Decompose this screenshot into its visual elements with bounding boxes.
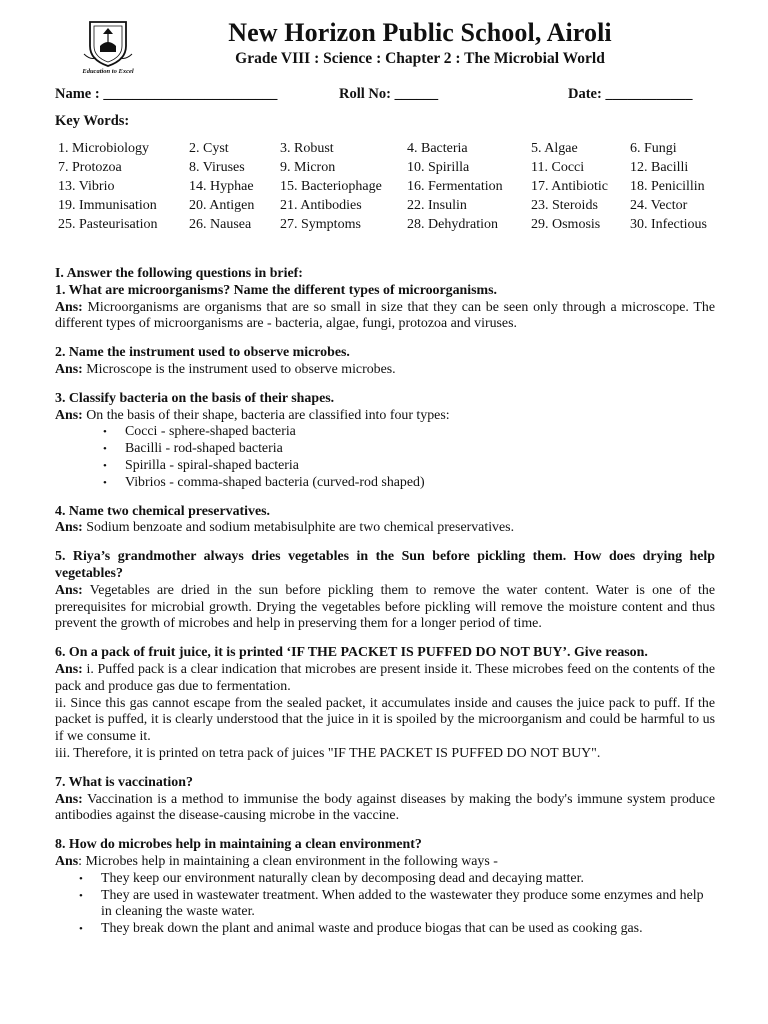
keyword: 3. Robust [280, 141, 334, 156]
keywords-title: Key Words: [55, 113, 130, 129]
question-answer-section [55, 266, 715, 938]
list-item: • Bacilli - rod-shaped bacteria [125, 441, 715, 458]
answer-text: On the basis of their shape, bacteria are classified into four types: [82, 407, 450, 423]
keyword: 11. Cocci [531, 160, 585, 175]
question-3: 3. Classify bacteria on the basis of their shapes. [55, 390, 335, 406]
keyword: 25. Pasteurisation [58, 217, 158, 232]
keyword: 2. Cyst [189, 141, 229, 156]
chapter-subtitle: Grade VIII : Science : Chapter 2 : The Microbial World [235, 50, 605, 67]
question-1: 1. What are microorganisms? Name the different types of microorganisms. [55, 282, 497, 298]
answer-6-part-i [55, 662, 715, 696]
section-heading: I. Answer the following questions in brief: [55, 266, 303, 281]
answer-text: : Microbes help in maintaining a clean environment in the following ways - [78, 853, 498, 869]
bacteria-shapes-list [55, 424, 715, 491]
keyword: 4. Bacteria [407, 141, 468, 156]
keyword: 10. Spirilla [407, 160, 470, 175]
ans-label: Ans: [55, 361, 83, 377]
keyword: 26. Nausea [189, 217, 252, 232]
ans-label: Ans: [55, 407, 83, 423]
question-4: 4. Name two chemical preservatives. [55, 503, 270, 519]
keyword: 9. Micron [280, 160, 336, 175]
ans-label: Ans: [55, 582, 83, 598]
answer-1 [55, 300, 715, 334]
ans-label: Ans [55, 853, 79, 869]
answer-5 [55, 583, 715, 633]
question-5: 5. Riya’s grandmother always dries vegetables in the Sun before pickling them. How does drying help vegetables? [55, 549, 715, 581]
school-title: New Horizon Public School, Airoli [228, 18, 612, 47]
keyword: 23. Steroids [531, 198, 598, 213]
keyword: 19. Immunisation [58, 198, 157, 213]
answer-2 [55, 362, 715, 379]
keyword: 27. Symptoms [280, 217, 361, 232]
keyword: 24. Vector [630, 198, 688, 213]
keyword: 29. Osmosis [531, 217, 601, 232]
answer-text: Microscope is the instrument used to observe microbes. [82, 361, 396, 377]
list-item: • They keep our environment naturally clean by decomposing dead and decaying matter. [101, 871, 715, 888]
ans-label: Ans: [55, 520, 83, 536]
question-8: 8. How do microbes help in maintaining a clean environment? [55, 837, 422, 853]
answer-8 [55, 854, 715, 871]
keyword: 20. Antigen [189, 198, 255, 213]
answer-6-part-ii: ii. Since this gas cannot escape from the sealed packet, it accumulates inside and causes the juice pack to puff. If the packet is puffed, it is clearly understood that the juice in it is spoiled by the microorganism and could be harmful to us if we consume it. [55, 695, 715, 745]
ans-label: Ans: [55, 661, 83, 677]
keyword: 30. Infectious [630, 217, 707, 232]
keyword: 8. Viruses [189, 160, 245, 175]
keyword: 28. Dehydration [407, 217, 498, 232]
ans-label: Ans: [55, 299, 83, 315]
keyword: 13. Vibrio [58, 179, 115, 194]
keyword: 7. Protozoa [58, 160, 122, 175]
keyword: 14. Hyphae [189, 179, 254, 194]
logo-motto: Education to Excel [82, 68, 134, 75]
keyword: 16. Fermentation [407, 179, 503, 194]
keyword: 21. Antibodies [280, 198, 362, 213]
keyword: 1. Microbiology [58, 141, 149, 156]
date-field-label: Date: ____________ [568, 86, 693, 102]
answer-4 [55, 520, 715, 537]
name-field-label: Name : ________________________ [55, 86, 278, 102]
keyword: 22. Insulin [407, 198, 467, 213]
student-info-row [55, 86, 715, 106]
answer-text: Sodium benzoate and sodium metabisulphite are two chemical preservatives. [82, 520, 515, 536]
answer-text: Microorganisms are organisms that are so small in size that they can be seen only through a microscope. The different types of microorganisms are - bacteria, algae, fungi, protozoa and viruses. [55, 299, 715, 332]
question-7: 7. What is vaccination? [55, 774, 193, 790]
keyword: 15. Bacteriophage [280, 179, 382, 194]
question-6: 6. On a pack of fruit juice, it is printed ‘IF THE PACKET IS PUFFED DO NOT BUY’. Give reason. [55, 645, 648, 661]
answer-text: Vaccination is a method to immunise the body against diseases by making the body's immune system produce antibodies against the disease-causing microbe in the vaccine. [55, 791, 715, 824]
clean-environment-list [55, 871, 715, 938]
keyword: 18. Penicillin [630, 179, 705, 194]
roll-field-label: Roll No: ______ [339, 86, 439, 102]
ans-label: Ans: [55, 791, 83, 807]
answer-text: Vegetables are dried in the sun before pickling them to remove the water content. Water is one of the prerequisites for microbial growth. Drying the vegetables before pickling will remove the moisture content and thus prevent the growth of microbes and help in preserving them for a longer period of time. [55, 582, 715, 632]
answer-7 [55, 792, 715, 826]
list-item: • They are used in wastewater treatment. When added to the wastewater they produce some enzymes and help in cleaning the waste water. [101, 888, 715, 922]
answer-6-part-iii: iii. Therefore, it is printed on tetra pack of juices "IF THE PACKET IS PUFFED DO NOT BUY". [55, 745, 601, 761]
answer-3 [55, 408, 715, 425]
list-item: • Spirilla - spiral-shaped bacteria [125, 458, 715, 475]
list-item: • Cocci - sphere-shaped bacteria [125, 424, 715, 441]
keyword: 17. Antibiotic [531, 179, 608, 194]
keyword: 12. Bacilli [630, 160, 689, 175]
answer-text: i. Puffed pack is a clear indication that microbes are present inside it. These microbes feed on the contents of the pack and produce gas due to fermentation. [55, 661, 715, 694]
keyword: 6. Fungi [630, 141, 677, 156]
list-item: • They break down the plant and animal waste and produce biogas that can be used as cooking gas. [101, 921, 715, 938]
question-2: 2. Name the instrument used to observe microbes. [55, 345, 350, 361]
list-item: • Vibrios - comma-shaped bacteria (curved-rod shaped) [125, 475, 715, 492]
keyword: 5. Algae [531, 141, 578, 156]
